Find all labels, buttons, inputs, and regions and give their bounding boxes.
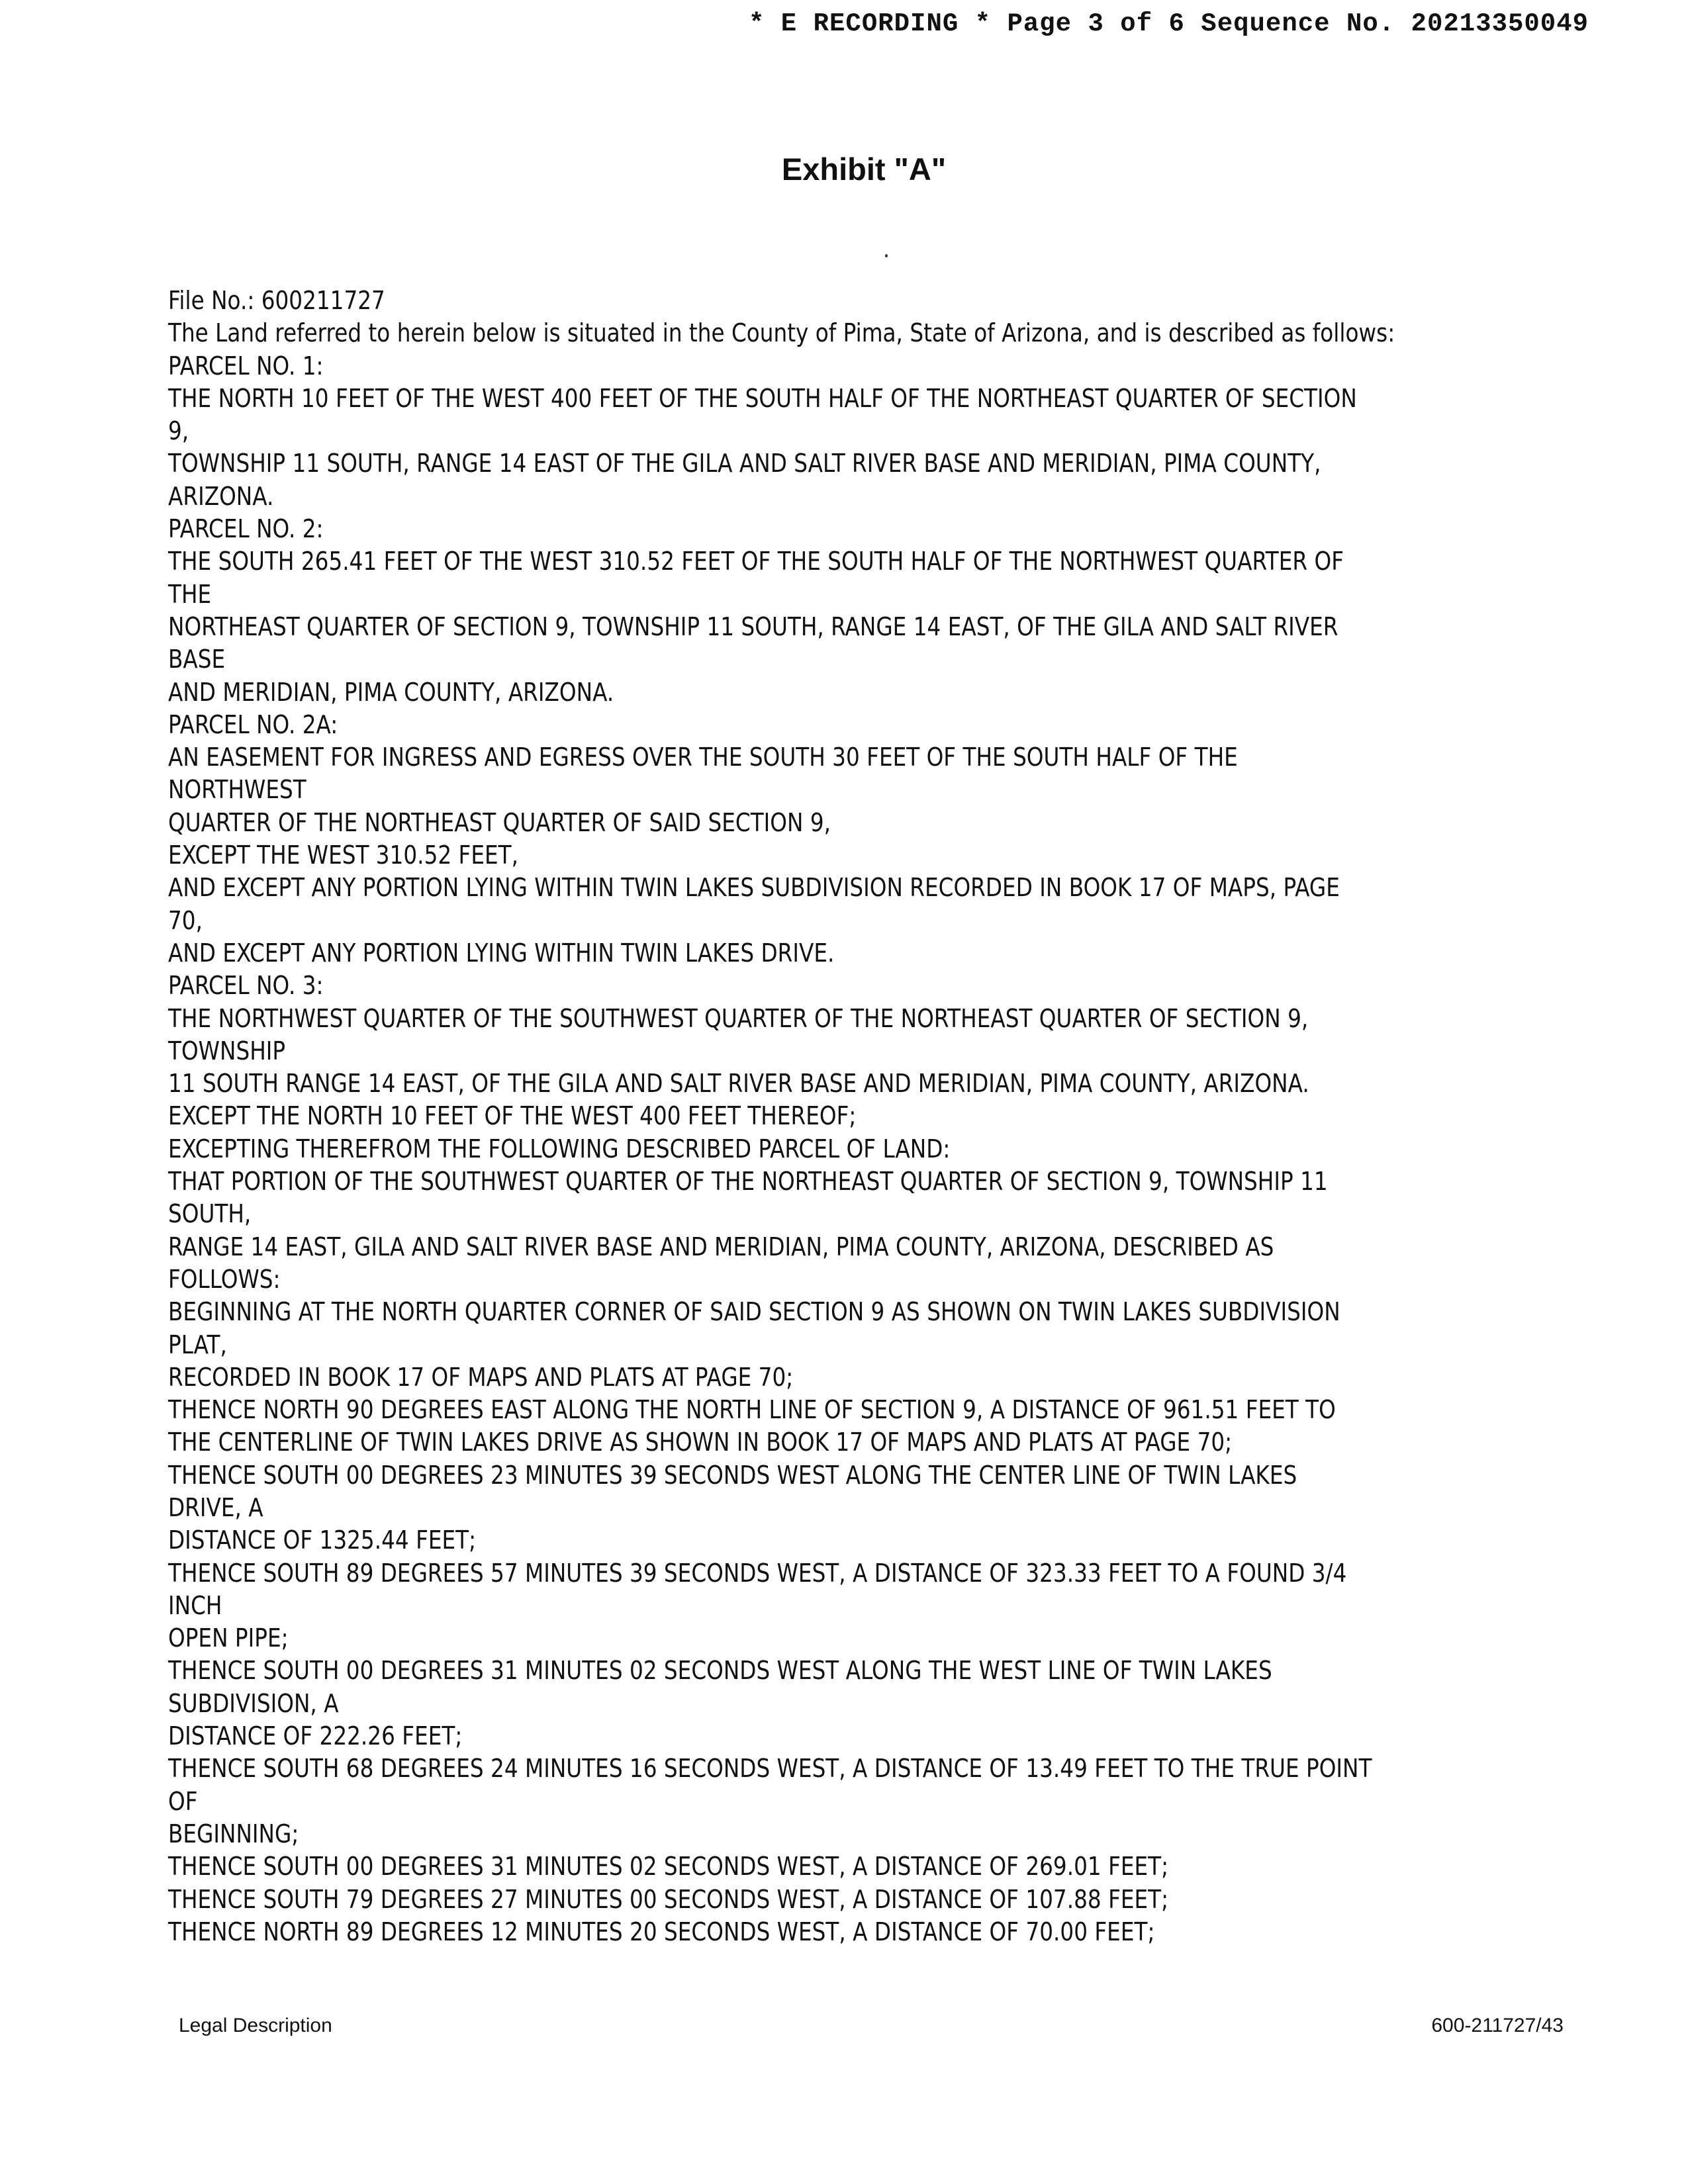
legal-text-line: EXCEPT THE WEST 310.52 FEET, bbox=[168, 841, 518, 870]
footer-file-reference: 600-211727/43 bbox=[1431, 2015, 1564, 2036]
legal-text-line: DISTANCE OF 1325.44 FEET; bbox=[168, 1525, 477, 1555]
legal-text-line: RANGE 14 EAST, GILA AND SALT RIVER BASE AND MERIDIAN, PIMA COUNTY, ARIZONA, DESCRIBED AS bbox=[168, 1232, 1274, 1261]
legal-text-line: OPEN PIPE; bbox=[168, 1623, 289, 1653]
legal-text-line: 11 SOUTH RANGE 14 EAST, OF THE GILA AND SALT RIVER BASE AND MERIDIAN, PIMA COUNTY, ARIZONA. bbox=[168, 1069, 1309, 1099]
legal-text-line: THE SOUTH 265.41 FEET OF THE WEST 310.52 FEET OF THE SOUTH HALF OF THE NORTHWEST QUARTER OF bbox=[168, 547, 1344, 576]
legal-text-line: THE NORTH 10 FEET OF THE WEST 400 FEET OF THE SOUTH HALF OF THE NORTHEAST QUARTER OF SECTION bbox=[168, 383, 1357, 413]
legal-text-line: SUBDIVISION, A bbox=[168, 1688, 339, 1718]
legal-text-line: EXCEPT THE NORTH 10 FEET OF THE WEST 400 FEET THEREOF; bbox=[168, 1101, 857, 1131]
legal-text-line: QUARTER OF THE NORTHEAST QUARTER OF SAID SECTION 9, bbox=[168, 807, 831, 837]
legal-text-line: THENCE SOUTH 00 DEGREES 31 MINUTES 02 SECONDS WEST ALONG THE WEST LINE OF TWIN LAKES bbox=[168, 1656, 1272, 1686]
legal-text-line: THENCE SOUTH 00 DEGREES 23 MINUTES 39 SECONDS WEST ALONG THE CENTER LINE OF TWIN LAKES bbox=[168, 1460, 1297, 1490]
legal-text-line: AND EXCEPT ANY PORTION LYING WITHIN TWIN LAKES SUBDIVISION RECORDED IN BOOK 17 OF MAPS, PAGE bbox=[168, 873, 1340, 903]
legal-text-line: RECORDED IN BOOK 17 OF MAPS AND PLATS AT PAGE 70; bbox=[168, 1362, 794, 1392]
legal-text-line: TOWNSHIP bbox=[168, 1036, 286, 1066]
legal-text-line: BEGINNING AT THE NORTH QUARTER CORNER OF SAID SECTION 9 AS SHOWN ON TWIN LAKES SUBDIVISION bbox=[168, 1297, 1340, 1327]
legal-text-line: THE bbox=[168, 579, 212, 609]
legal-text-line: THENCE NORTH 89 DEGREES 12 MINUTES 20 SECONDS WEST, A DISTANCE OF 70.00 FEET; bbox=[168, 1917, 1155, 1946]
legal-text-line: 9, bbox=[168, 416, 189, 446]
exhibit-title: Exhibit "A" bbox=[781, 152, 947, 187]
legal-text-line: FOLLOWS: bbox=[168, 1264, 281, 1294]
legal-text-line: DISTANCE OF 222.26 FEET; bbox=[168, 1721, 463, 1751]
legal-text-line: SOUTH, bbox=[168, 1199, 252, 1229]
legal-text-line: THE CENTERLINE OF TWIN LAKES DRIVE AS SHOWN IN BOOK 17 OF MAPS AND PLATS AT PAGE 70; bbox=[168, 1428, 1233, 1457]
legal-text-line: AND MERIDIAN, PIMA COUNTY, ARIZONA. bbox=[168, 677, 614, 707]
legal-text-line: THAT PORTION OF THE SOUTHWEST QUARTER OF THE NORTHEAST QUARTER OF SECTION 9, TOWNSHIP 11 bbox=[168, 1167, 1328, 1197]
legal-text-line: THENCE SOUTH 00 DEGREES 31 MINUTES 02 SECONDS WEST, A DISTANCE OF 269.01 FEET; bbox=[168, 1852, 1169, 1882]
legal-text-line: OF bbox=[168, 1786, 198, 1816]
legal-description-body bbox=[168, 285, 1395, 1948]
legal-text-line: NORTHEAST QUARTER OF SECTION 9, TOWNSHIP 11 SOUTH, RANGE 14 EAST, OF THE GILA AND SALT RIVER bbox=[168, 612, 1338, 641]
scan-speck bbox=[885, 254, 888, 257]
legal-text-line: PARCEL NO. 3: bbox=[168, 971, 324, 1001]
legal-text-line: PARCEL NO. 1: bbox=[168, 351, 324, 381]
legal-text-line: The Land referred to herein below is situated in the County of Pima, State of Arizona, and is described as follows: bbox=[168, 318, 1395, 348]
legal-text-line: File No.: 600211727 bbox=[168, 286, 385, 315]
legal-text-line: THENCE SOUTH 89 DEGREES 57 MINUTES 39 SECONDS WEST, A DISTANCE OF 323.33 FEET TO A FOUND 3/4 bbox=[168, 1558, 1347, 1588]
legal-text-line: THENCE SOUTH 68 DEGREES 24 MINUTES 16 SECONDS WEST, A DISTANCE OF 13.49 FEET TO THE TRUE POINT bbox=[168, 1754, 1372, 1784]
legal-text-line: THENCE NORTH 90 DEGREES EAST ALONG THE NORTH LINE OF SECTION 9, A DISTANCE OF 961.51 FEET TO bbox=[168, 1395, 1336, 1425]
legal-text-line: THE NORTHWEST QUARTER OF THE SOUTHWEST QUARTER OF THE NORTHEAST QUARTER OF SECTION 9, bbox=[168, 1003, 1309, 1033]
legal-text-line: TOWNSHIP 11 SOUTH, RANGE 14 EAST OF THE GILA AND SALT RIVER BASE AND MERIDIAN, PIMA COUNTY, bbox=[168, 449, 1321, 478]
legal-text-line: THENCE SOUTH 79 DEGREES 27 MINUTES 00 SECONDS WEST, A DISTANCE OF 107.88 FEET; bbox=[168, 1884, 1169, 1914]
legal-text-line: AN EASEMENT FOR INGRESS AND EGRESS OVER THE SOUTH 30 FEET OF THE SOUTH HALF OF THE bbox=[168, 743, 1238, 772]
legal-text-line: DRIVE, A bbox=[168, 1492, 263, 1522]
legal-text-line: PARCEL NO. 2A: bbox=[168, 709, 338, 739]
legal-text-line: INCH bbox=[168, 1590, 222, 1620]
legal-text-line: ARIZONA. bbox=[168, 481, 274, 511]
legal-text-line: NORTHWEST bbox=[168, 775, 306, 805]
legal-text-line: PARCEL NO. 2: bbox=[168, 514, 324, 544]
footer-document-type: Legal Description bbox=[179, 2015, 332, 2036]
legal-text-line: BEGINNING; bbox=[168, 1819, 299, 1848]
legal-text-line: BASE bbox=[168, 645, 226, 674]
legal-text-line: AND EXCEPT ANY PORTION LYING WITHIN TWIN LAKES DRIVE. bbox=[168, 938, 835, 968]
recording-stamp: * E RECORDING * Page 3 of 6 Sequence No. 20213350049 bbox=[749, 9, 1589, 38]
legal-text-line: PLAT, bbox=[168, 1330, 227, 1359]
legal-text-line: 70, bbox=[168, 905, 203, 935]
legal-text-line: EXCEPTING THEREFROM THE FOLLOWING DESCRIBED PARCEL OF LAND: bbox=[168, 1134, 951, 1163]
